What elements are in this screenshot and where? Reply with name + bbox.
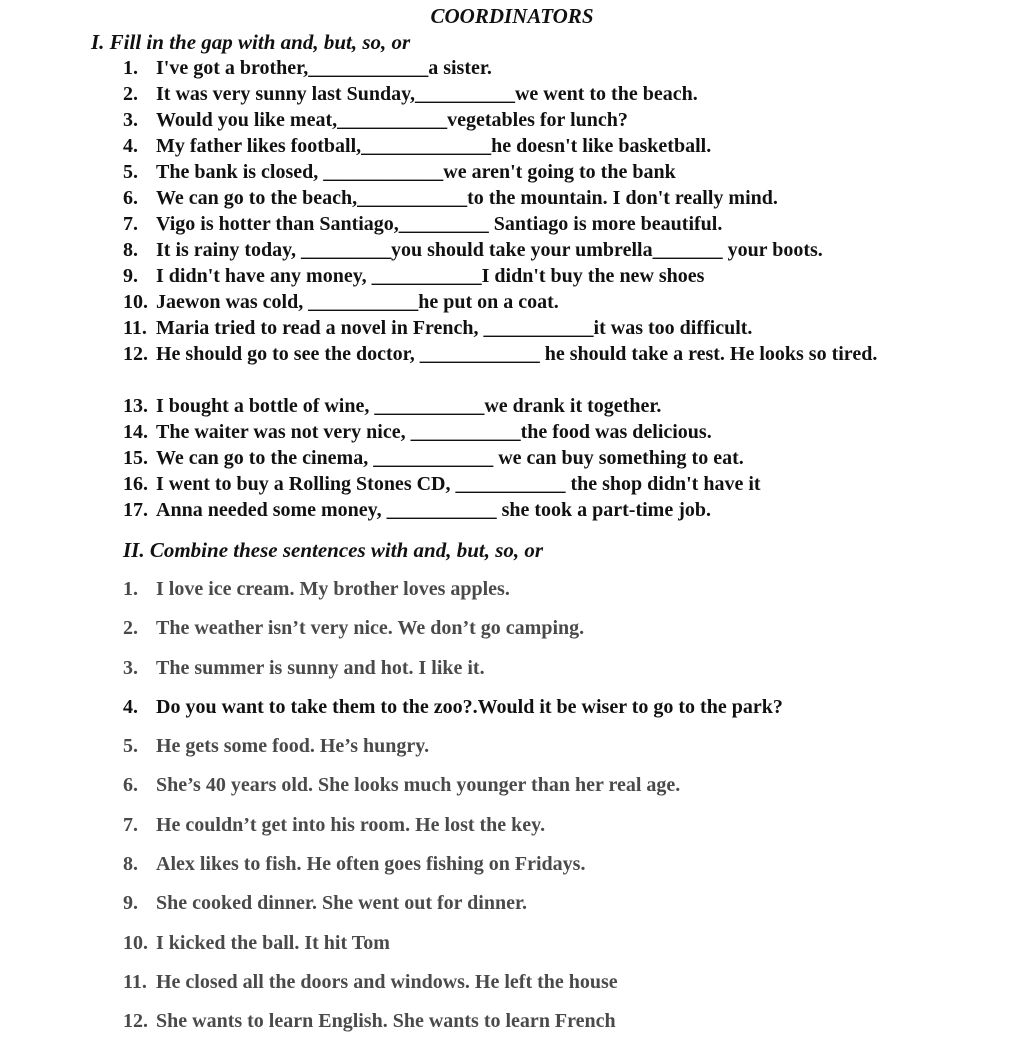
item-number: 7.: [123, 813, 138, 836]
item-number: 15.: [123, 447, 148, 469]
item-number: 14.: [123, 421, 148, 443]
section-2-heading: II. Combine these sentences with and, but, so, or: [123, 538, 544, 562]
exercise-item: [123, 445, 1003, 471]
item-text: She cooked dinner. She went out for dinner.: [156, 892, 527, 915]
item-text: She’s 40 years old. She looks much younger than her real age.: [156, 774, 681, 797]
item-number: 6.: [123, 774, 138, 797]
item-number: 5.: [123, 161, 138, 183]
item-text: The bank is closed, ____________we aren't going to the bank: [156, 161, 676, 183]
item-number: 13.: [123, 395, 148, 417]
item-text: It is rainy today, _________you should take your umbrella_______ your boots.: [156, 239, 823, 261]
item-number: 4.: [123, 135, 138, 157]
exercise-item: [123, 341, 1003, 393]
exercise-item: [123, 393, 1003, 419]
item-number: 3.: [123, 656, 138, 679]
item-text: The summer is sunny and hot. I like it.: [156, 656, 485, 679]
item-text: I've got a brother,____________a sister.: [156, 57, 492, 79]
section-1-list: [123, 55, 1003, 523]
item-text: We can go to the cinema, ____________ we can buy something to eat.: [156, 447, 744, 469]
section-2-list: [123, 576, 1003, 1048]
item-text: Would you like meat,___________vegetables for lunch?: [156, 109, 628, 131]
section-1-heading: I. Fill in the gap with and, but, so, or: [91, 30, 411, 54]
exercise-item: [123, 81, 1003, 107]
exercise-item: [123, 211, 1003, 237]
item-text: I love ice cream. My brother loves apples.: [156, 578, 510, 600]
item-number: 12.: [123, 343, 148, 365]
item-text: I went to buy a Rolling Stones CD, ___________ the shop didn't have it: [156, 473, 761, 495]
item-text: Maria tried to read a novel in French, ___________it was too difficult.: [156, 317, 753, 339]
item-number: 6.: [123, 187, 138, 209]
combine-item: [123, 694, 1003, 733]
combine-item: [123, 851, 1003, 890]
combine-item: [123, 969, 1003, 1008]
item-number: 9.: [123, 265, 138, 287]
combine-item: [123, 1008, 1003, 1047]
item-number: 10.: [123, 291, 148, 313]
item-text: He couldn’t get into his room. He lost the key.: [156, 813, 546, 836]
item-text: The waiter was not very nice, ___________the food was delicious.: [156, 421, 712, 443]
exercise-item: [123, 263, 1003, 289]
item-text: We can go to the beach,___________to the mountain. I don't really mind.: [156, 187, 778, 209]
exercise-item: [123, 185, 1003, 211]
item-number: 3.: [123, 109, 138, 131]
item-number: 12.: [123, 1010, 148, 1033]
exercise-item: [123, 237, 1003, 263]
item-number: 2.: [123, 83, 138, 105]
combine-item: [123, 930, 1003, 969]
item-text: I bought a bottle of wine, ___________we drank it together.: [156, 395, 662, 417]
item-text: Do you want to take them to the zoo?.Would it be wiser to go to the park?: [156, 695, 783, 718]
exercise-item: [123, 471, 1003, 497]
item-number: 1.: [123, 578, 138, 600]
exercise-item: [123, 289, 1003, 315]
exercise-item: [123, 55, 1003, 81]
combine-item: [123, 733, 1003, 772]
item-text: Anna needed some money, ___________ she took a part-time job.: [156, 499, 711, 521]
exercise-item: [123, 497, 1003, 523]
item-text: The weather isn’t very nice. We don’t go camping.: [156, 617, 585, 640]
item-text: I kicked the ball. It hit Tom: [156, 931, 390, 954]
exercise-item: [123, 419, 1003, 445]
item-number: 11.: [123, 317, 147, 339]
item-number: 17.: [123, 499, 148, 521]
item-number: 10.: [123, 931, 148, 954]
item-text: Vigo is hotter than Santiago,_________ Santiago is more beautiful.: [156, 213, 723, 235]
item-text: He should go to see the doctor, ____________ he should take a rest. He looks so tired.: [156, 343, 878, 365]
item-text: Jaewon was cold, ___________he put on a coat.: [156, 291, 559, 313]
combine-item: [123, 772, 1003, 811]
item-number: 2.: [123, 617, 138, 640]
combine-item: [123, 812, 1003, 851]
item-text: My father likes football,_____________he doesn't like basketball.: [156, 135, 712, 157]
item-number: 7.: [123, 213, 138, 235]
item-text: He gets some food. He’s hungry.: [156, 735, 430, 758]
exercise-item: [123, 159, 1003, 185]
combine-item: [123, 576, 1003, 615]
item-number: 8.: [123, 853, 138, 876]
item-text: I didn't have any money, ___________I didn't buy the new shoes: [156, 265, 705, 287]
item-number: 16.: [123, 473, 148, 495]
exercise-item: [123, 107, 1003, 133]
item-number: 4.: [123, 695, 138, 718]
item-number: 9.: [123, 892, 138, 915]
exercise-item: [123, 133, 1003, 159]
item-number: 8.: [123, 239, 138, 261]
page-title: COORDINATORS: [430, 4, 594, 28]
item-text: Alex likes to fish. He often goes fishing on Fridays.: [156, 853, 586, 876]
item-number: 1.: [123, 57, 138, 79]
item-text: He closed all the doors and windows. He left the house: [156, 970, 618, 993]
combine-item: [123, 890, 1003, 929]
item-number: 11.: [123, 970, 147, 993]
exercise-item: [123, 315, 1003, 341]
item-number: 5.: [123, 735, 138, 758]
item-text: It was very sunny last Sunday,__________we went to the beach.: [156, 83, 698, 105]
combine-item: [123, 655, 1003, 694]
combine-item: [123, 615, 1003, 654]
item-text: She wants to learn English. She wants to learn French: [156, 1010, 616, 1033]
